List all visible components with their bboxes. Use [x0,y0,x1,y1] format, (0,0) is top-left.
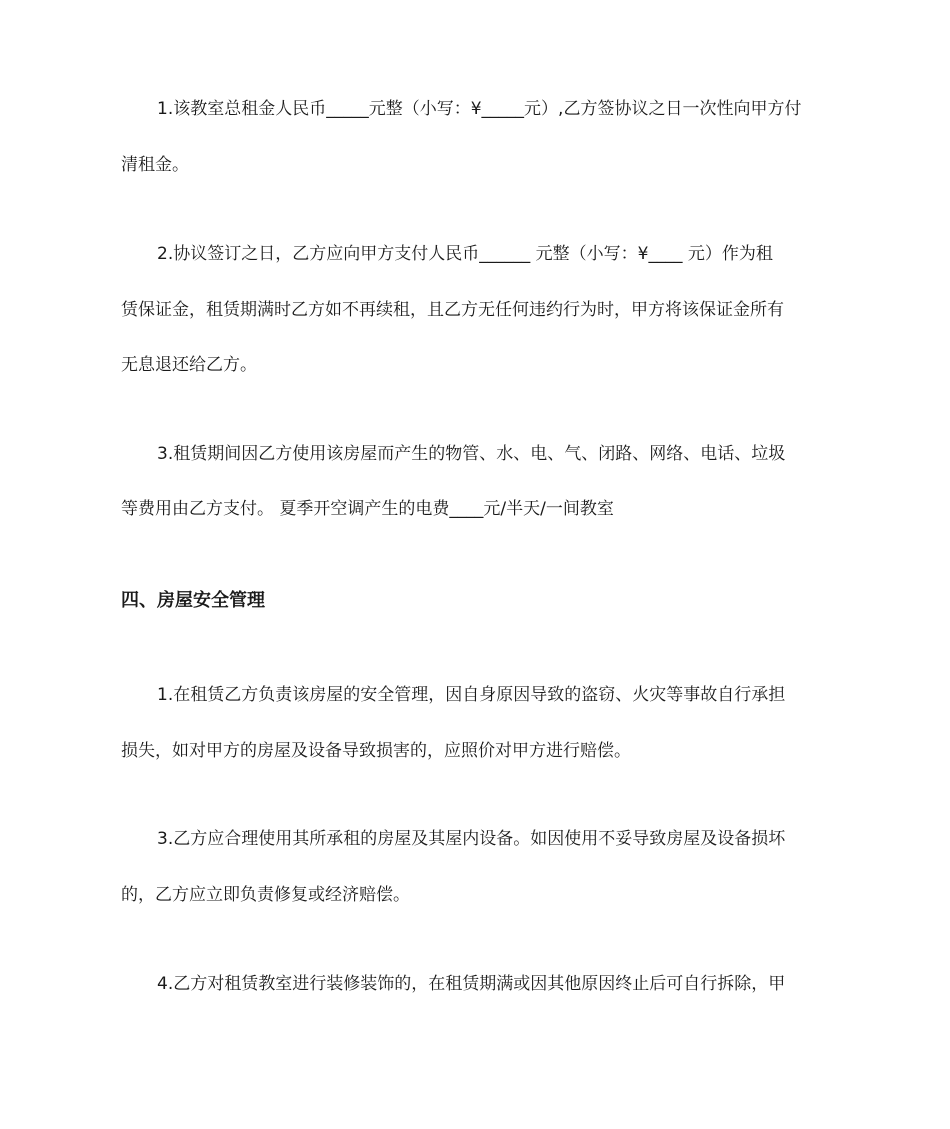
paragraph-2-line-2: 赁保证金，租赁期满时乙方如不再续租，且乙方无任何违约行为时，甲方将该保证金所有 [121,300,784,320]
section-heading: 四、房屋安全管理 [121,590,265,611]
section-paragraph-3-line-1: 4.乙方对租赁教室进行装修装饰的，在租赁期满或因其他原因终止后可自行拆除，甲 [157,974,786,994]
paragraph-1-line-2: 清租金。 [121,155,189,175]
section-paragraph-2-line-1: 3.乙方应合理使用其所承租的房屋及其屋内设备。如因使用不妥导致房屋及设备损坏 [157,829,786,849]
paragraph-2-line-3: 无息退还给乙方。 [121,355,257,375]
paragraph-3-line-1: 3.租赁期间因乙方使用该房屋而产生的物管、水、电、气、闭路、网络、电话、垃圾 [157,444,786,464]
paragraph-3-line-2: 等费用由乙方支付。 夏季开空调产生的电费____元/半天/一间教室 [121,499,614,519]
paragraph-1-line-1: 1.该教室总租金人民币_____元整（小写：¥_____元）,乙方签协议之日一次性向甲方付 [157,99,802,119]
section-paragraph-1-line-2: 损失，如对甲方的房屋及设备导致损害的，应照价对甲方进行赔偿。 [121,741,631,761]
section-paragraph-2-line-2: 的，乙方应立即负责修复或经济赔偿。 [121,885,410,905]
section-paragraph-1-line-1: 1.在租赁乙方负责该房屋的安全管理，因自身原因导致的盗窃、火灾等事故自行承担 [157,685,786,705]
paragraph-2-line-1: 2.协议签订之日，乙方应向甲方支付人民币______ 元整（小写：¥____ 元）作为租 [157,244,773,264]
